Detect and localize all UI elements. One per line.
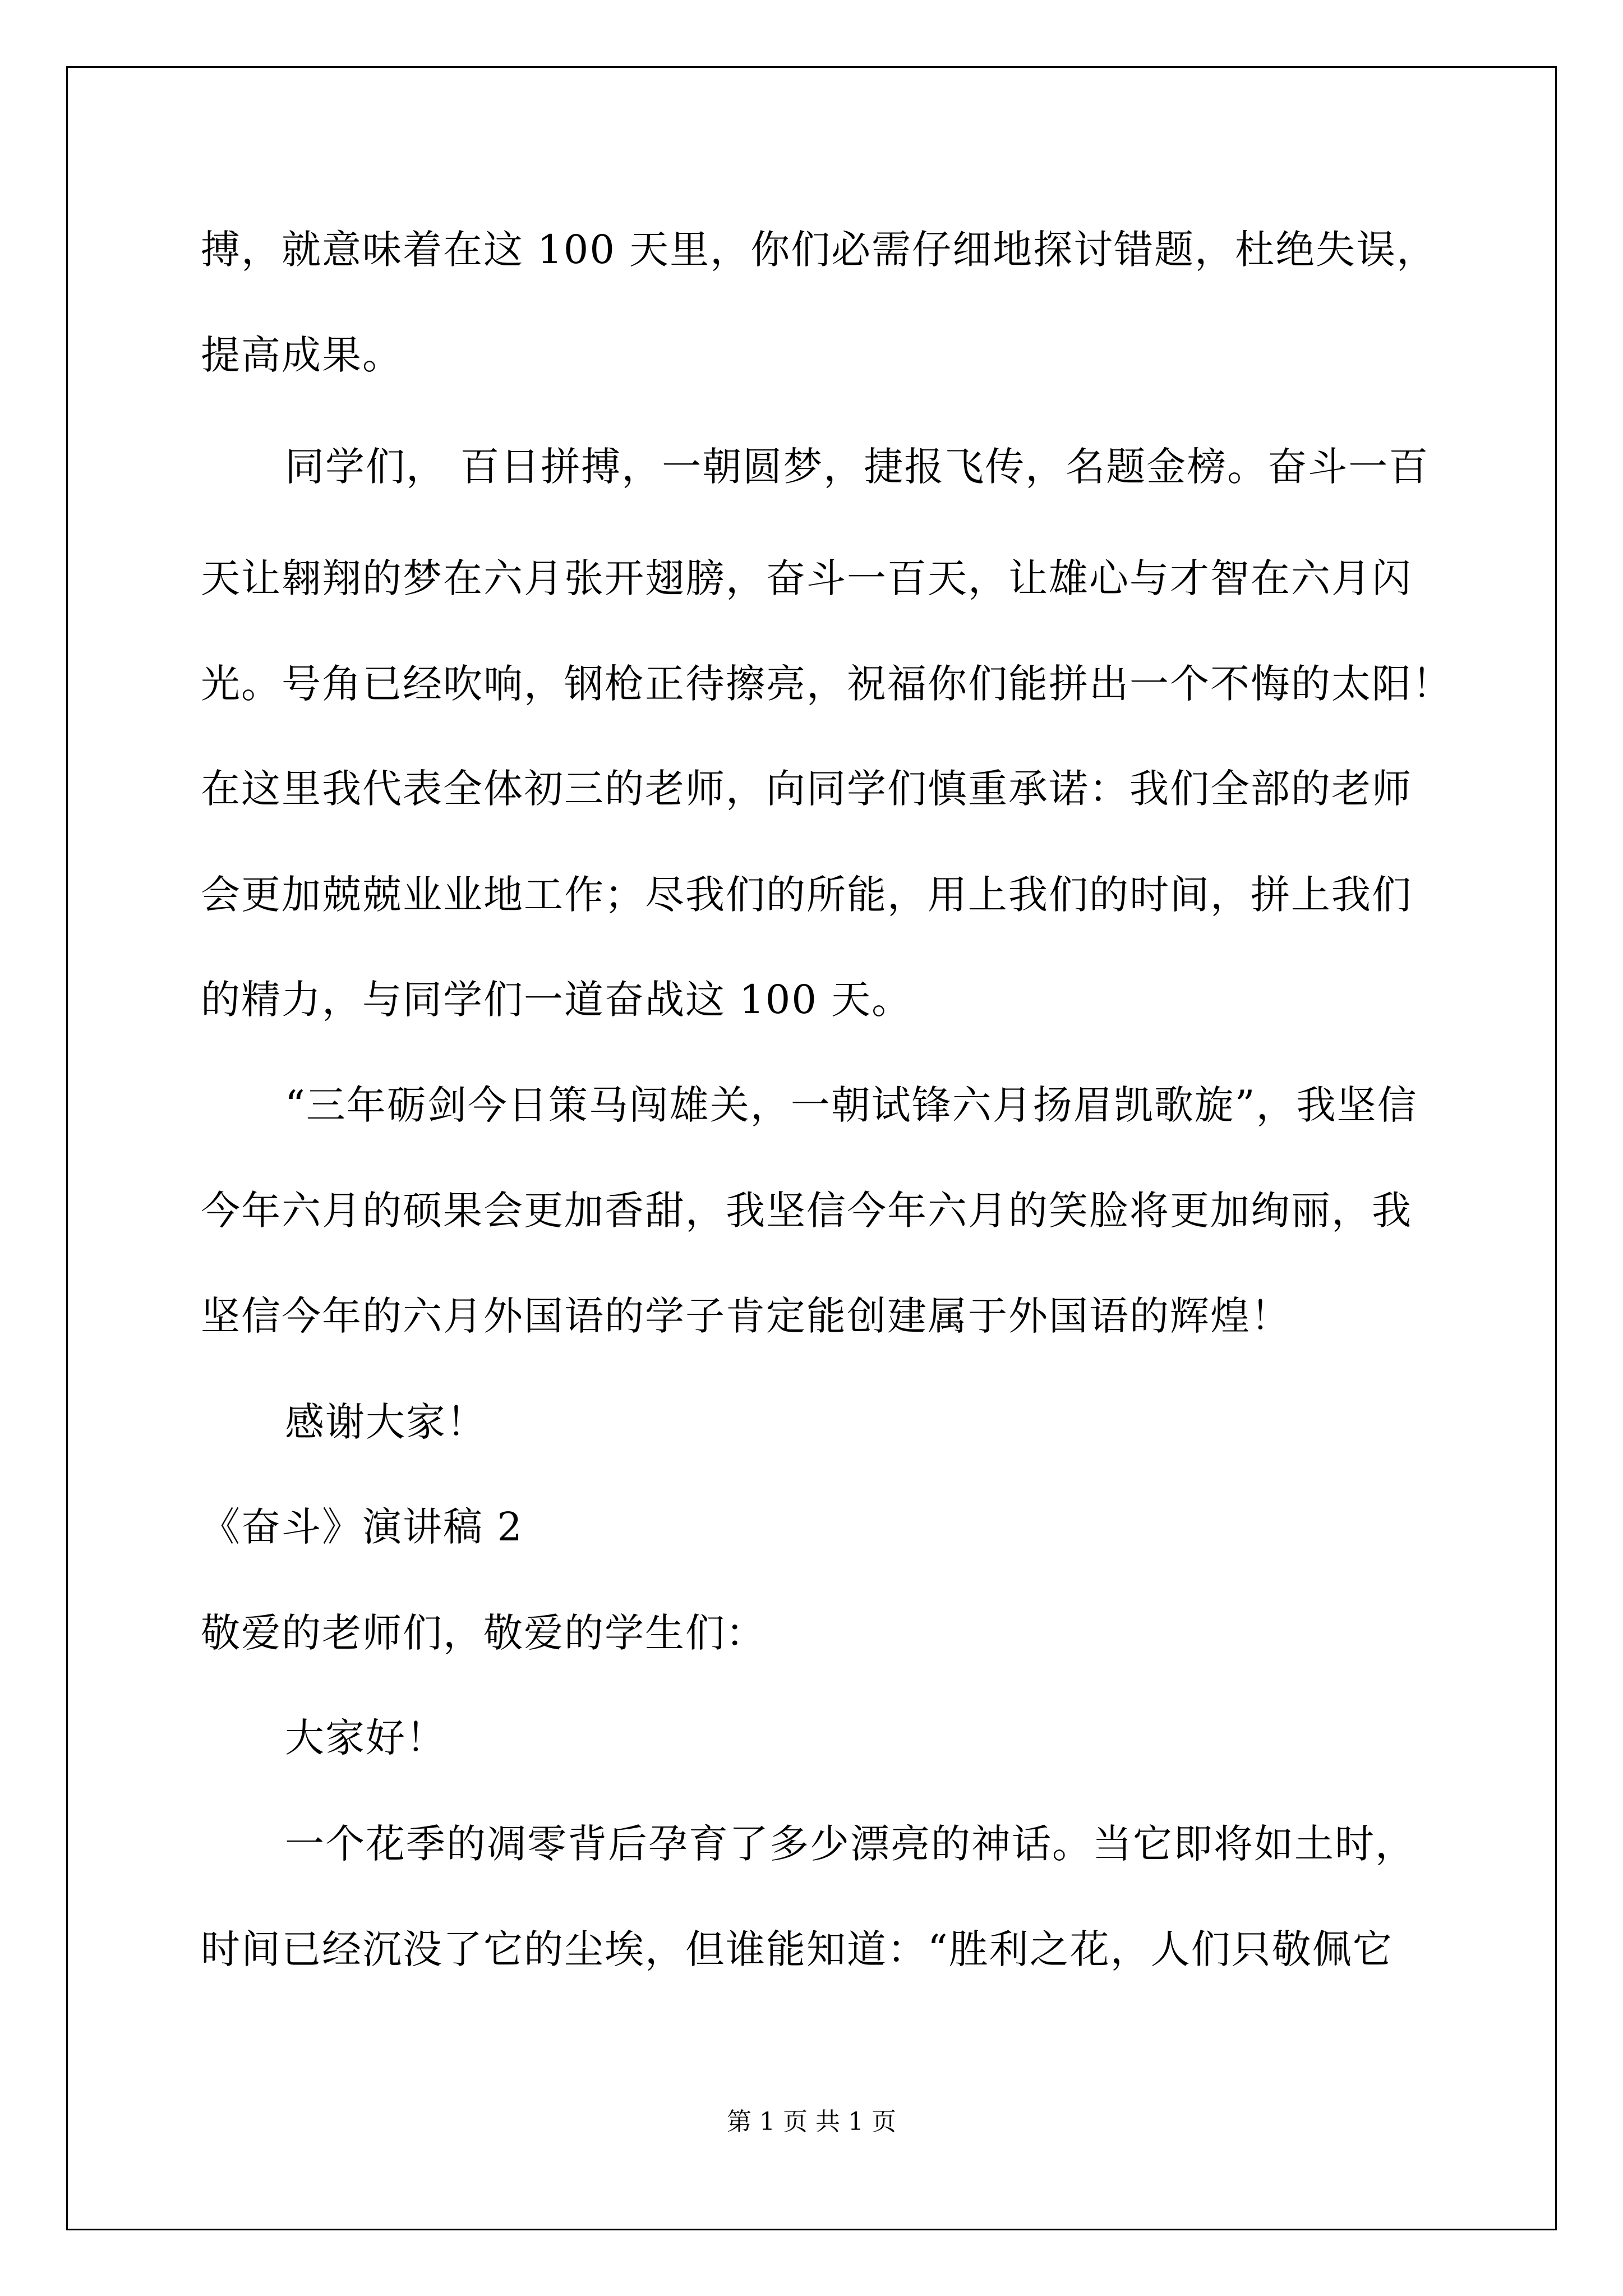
paragraph-line: 时间已经沉没了它的尘埃，但谁能知道：“胜利之花，人们只敬佩它 (201, 1926, 1393, 1972)
paragraph-line: 提高成果。 (201, 332, 403, 378)
salutation: 敬爱的老师们，敬爱的学生们： (201, 1610, 766, 1656)
page-footer: 第 1 页 共 1 页 (727, 2108, 896, 2136)
paragraph-line: 感谢大家！ (285, 1399, 487, 1445)
paragraph-line: 今年六月的硕果会更加香甜，我坚信今年六月的笑脸将更加绚丽，我 (201, 1188, 1412, 1234)
section-heading: 《奋斗》演讲稿 2 (201, 1504, 523, 1550)
paragraph-line: 搏，就意味着在这 100 天里，你们必需仔细地探讨错题，杜绝失误， (201, 227, 1437, 273)
paragraph-line: 一个花季的凋零背后孕育了多少漂亮的神话。当它即将如土时， (285, 1821, 1415, 1867)
paragraph-line: “三年砺剑今日策马闯雄关，一朝试锋六月扬眉凯歌旋”，我坚信 (285, 1082, 1418, 1128)
page-border (66, 66, 1557, 2230)
paragraph-line: 在这里我代表全体初三的老师，向同学们慎重承诺：我们全部的老师 (201, 766, 1412, 812)
paragraph-line: 坚信今年的六月外国语的学子肯定能创建属于外国语的辉煌！ (201, 1293, 1291, 1339)
paragraph-line: 的精力，与同学们一道奋战这 100 天。 (201, 977, 912, 1023)
greeting: 大家好！ (285, 1715, 446, 1761)
paragraph-line: 会更加兢兢业业地工作；尽我们的所能，用上我们的时间，拼上我们 (201, 872, 1412, 918)
paragraph-line: 同学们， 百日拼搏，一朝圆梦，捷报飞传，名题金榜。奋斗一百 (285, 444, 1430, 490)
paragraph-line: 天让翱翔的梦在六月张开翅膀，奋斗一百天，让雄心与才智在六月闪 (201, 555, 1412, 601)
paragraph-line: 光。号角已经吹响，钢枪正待擦亮，祝福你们能拼出一个不悔的太阳！ (201, 661, 1453, 707)
